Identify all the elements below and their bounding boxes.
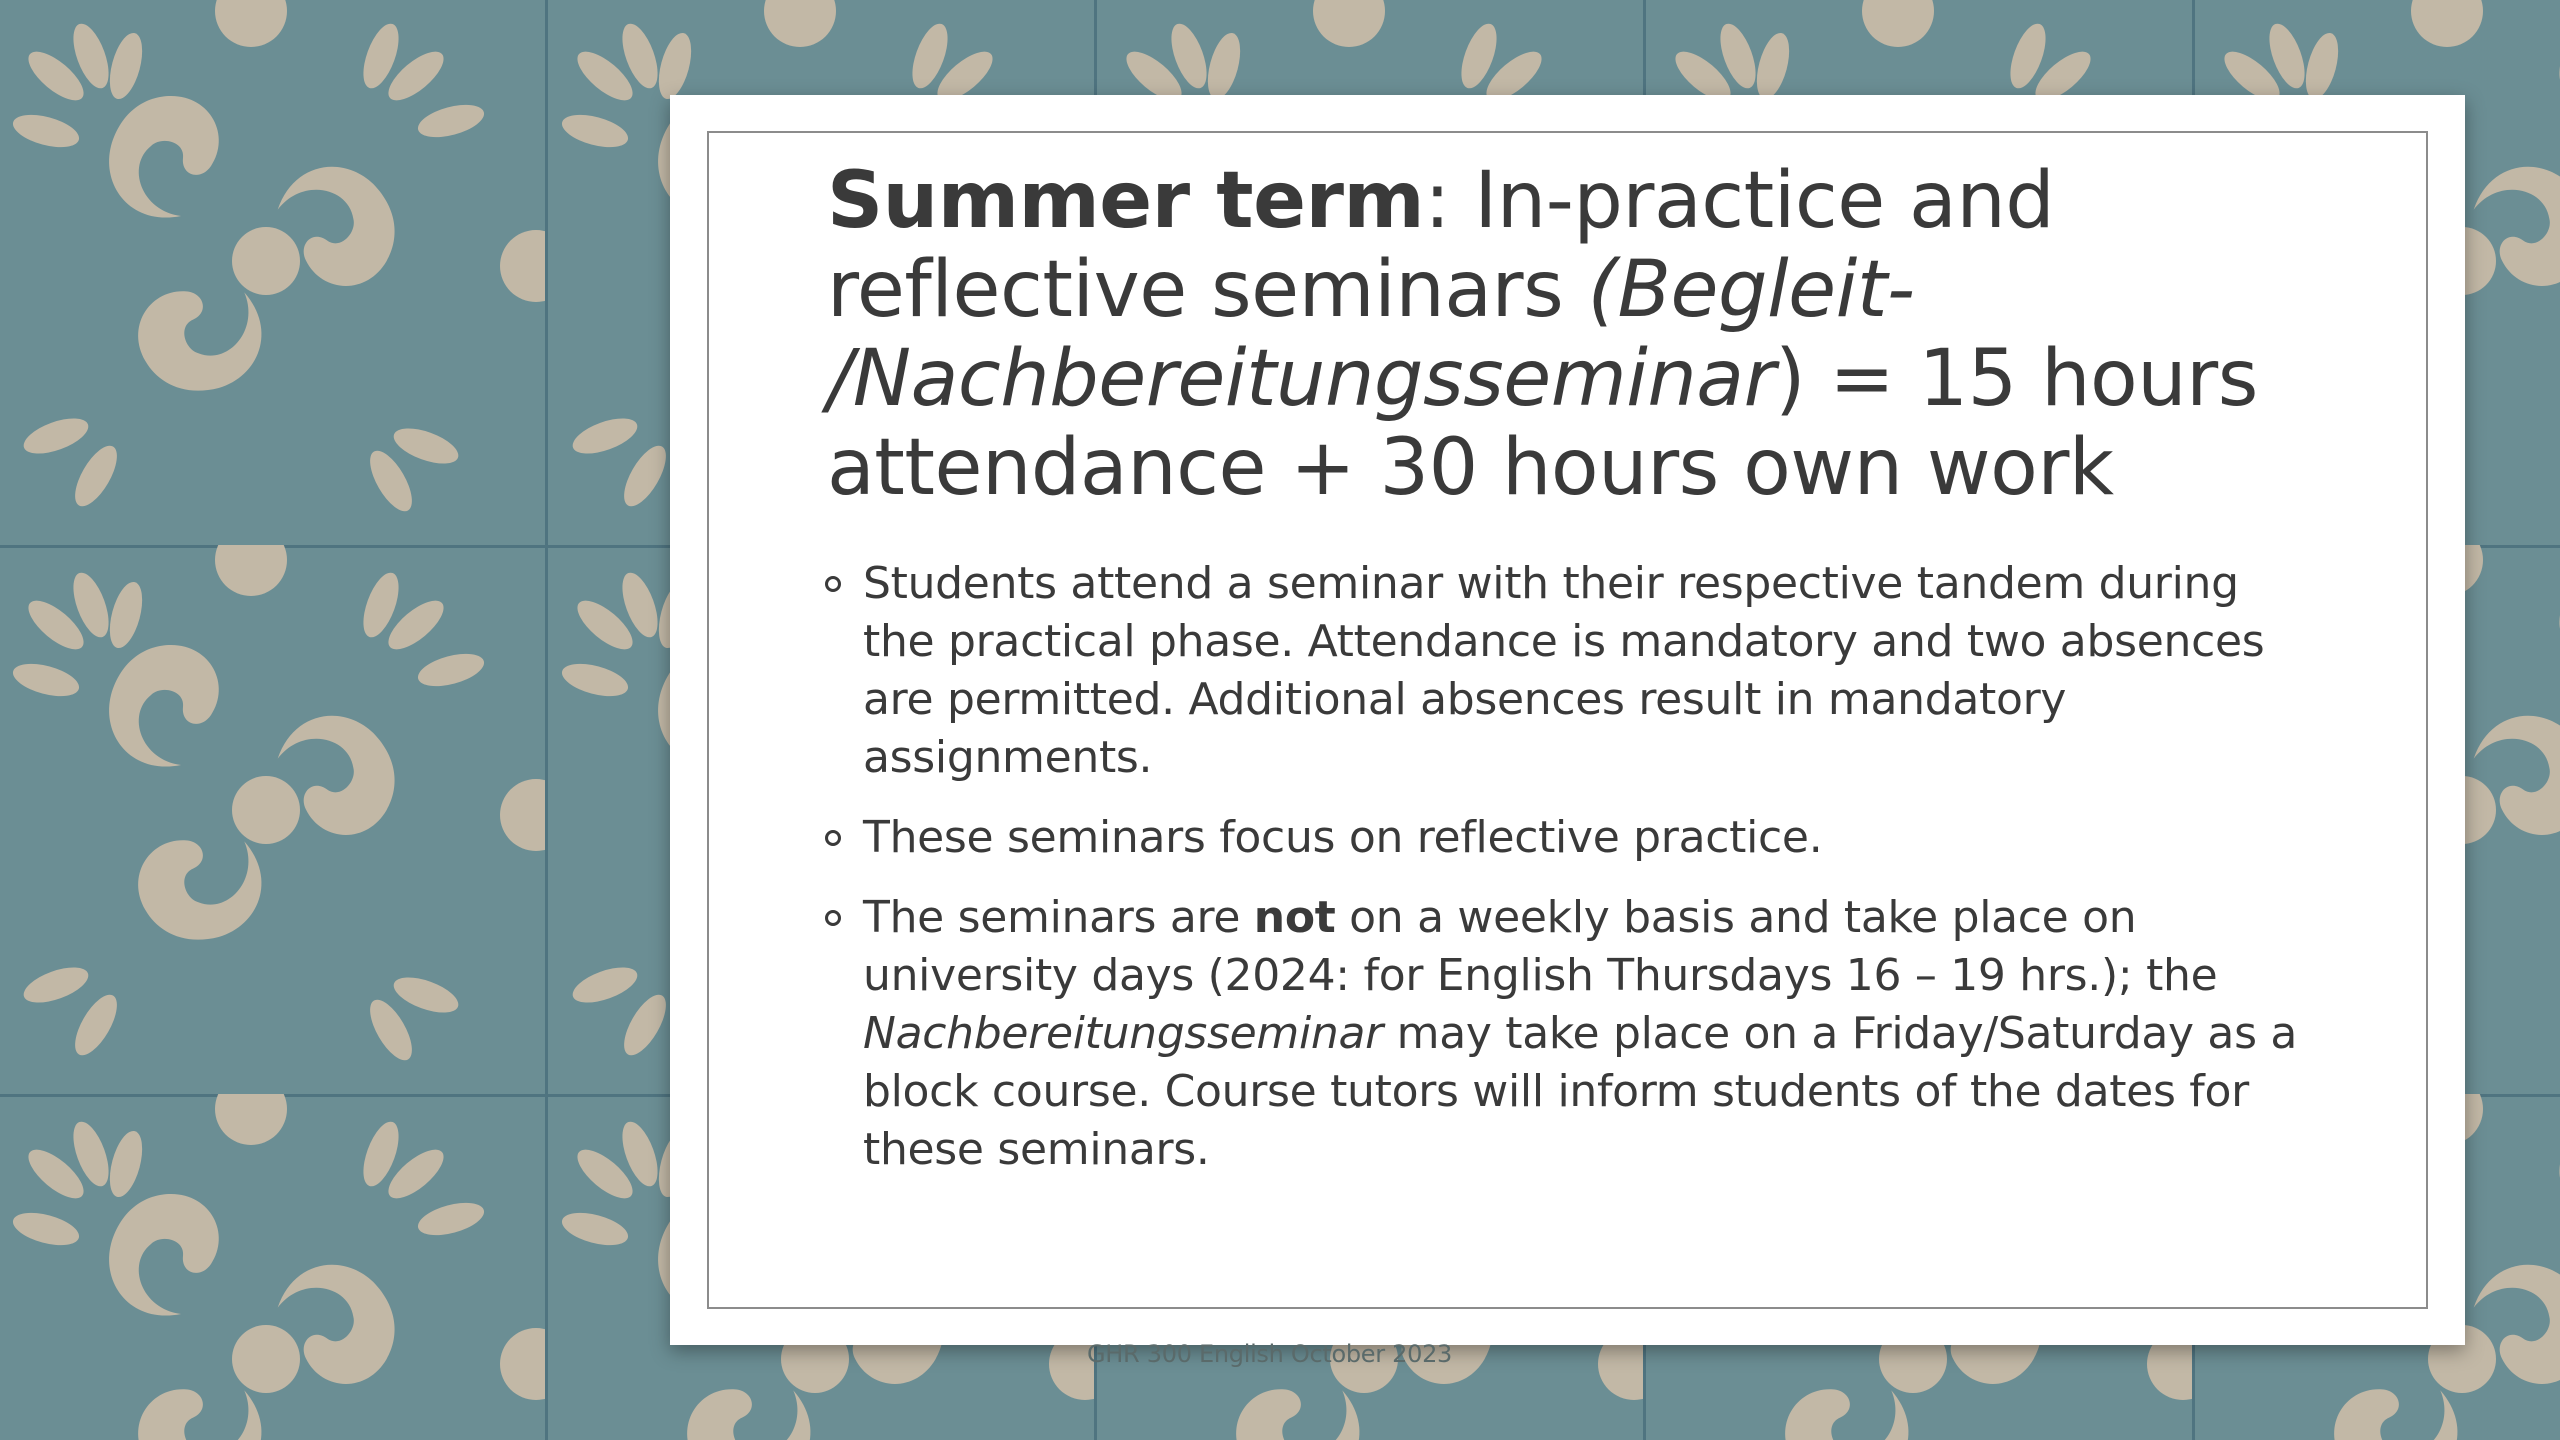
bullet-text: Students attend a seminar with their respective tandem during the practical phase. Attendance is mandatory and two absences are permitted. Additional absences result in mandatory assignments. — [863, 558, 2265, 783]
slide-footer: GHR 300 English October 2023 — [1087, 1340, 1453, 1368]
title-italic: (Begleit- /Nachbereitungsseminar — [827, 245, 1915, 424]
title-part2: ) = 15 hours attendance + 30 hours own work — [827, 334, 2258, 513]
bullet-text: These seminars focus on reflective practice. — [863, 812, 1823, 863]
bullet-item — [825, 889, 2315, 1179]
bullet-text-bold: not — [1253, 892, 1336, 943]
slide-title — [827, 157, 2327, 513]
bullet-circle-icon — [825, 830, 841, 846]
bullet-circle-icon — [825, 910, 841, 926]
slide-card — [670, 95, 2465, 1345]
bullet-text-post: may take place on a Friday/Saturday as a block course. Course tutors will inform students of the dates for these seminars. — [863, 1008, 2298, 1175]
bullet-circle-icon — [825, 576, 841, 592]
bullet-text-italic: Nachbereitungsseminar — [863, 1008, 1383, 1059]
bullet-text-mid: on a weekly basis and take place on university days (2024: for English Thursdays 16 – 19 hrs.); the — [863, 892, 2218, 1001]
bullet-item — [825, 809, 2315, 867]
title-part1: : In-practice and reflective seminars — [827, 156, 2055, 335]
title-bold: Summer term — [827, 156, 1425, 246]
bullet-list — [825, 555, 2315, 1201]
bullet-item — [825, 555, 2315, 787]
bullet-text-pre: The seminars are — [863, 892, 1254, 943]
